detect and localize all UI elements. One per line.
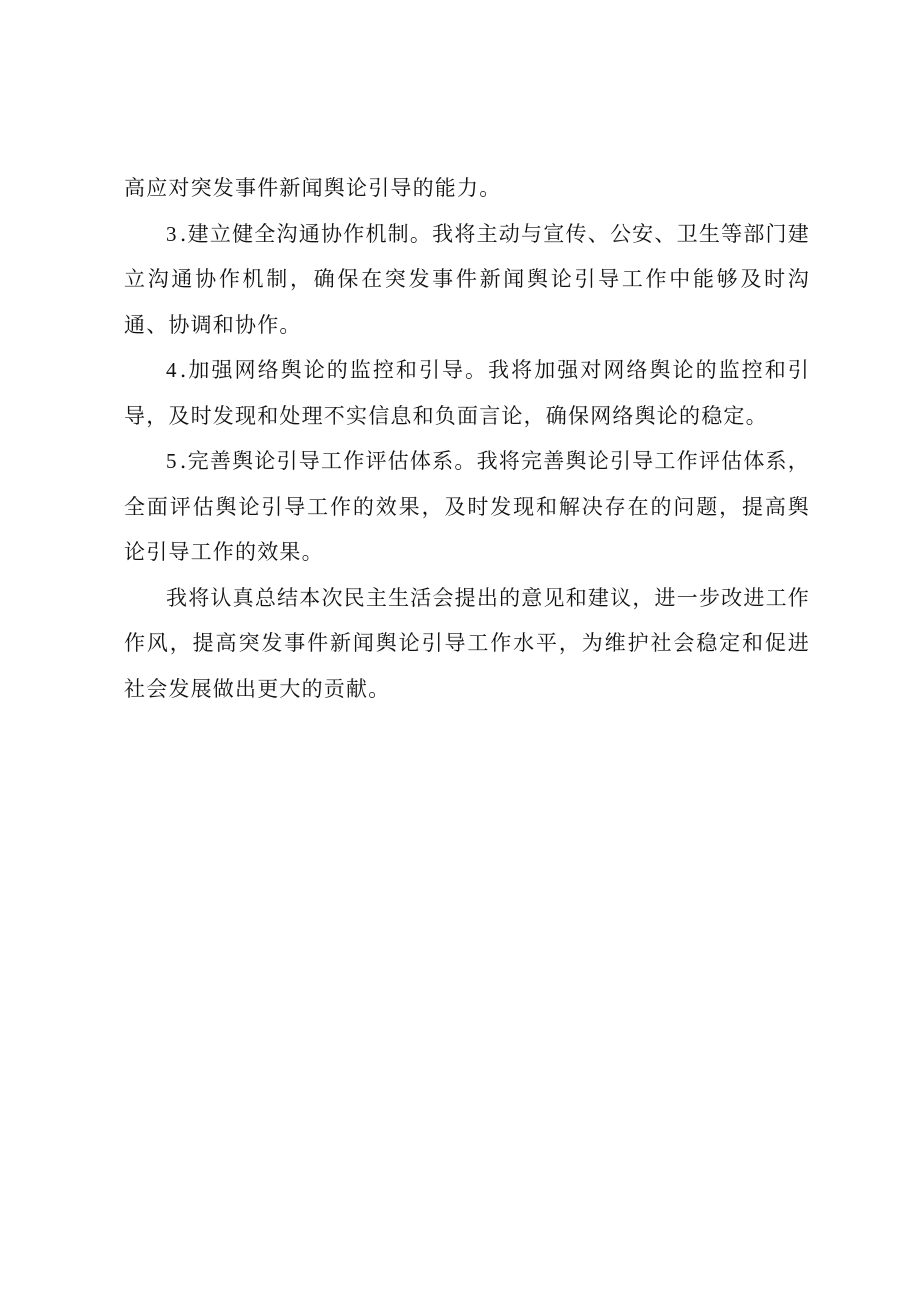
document-body xyxy=(124,166,810,712)
paragraph-continuation xyxy=(124,166,810,212)
paragraph-item-3 xyxy=(124,212,810,349)
paragraph-item-4 xyxy=(124,348,810,439)
paragraph-text: 高应对突发事件新闻舆论引导的能力。 xyxy=(124,176,502,200)
paragraph-number: 4 xyxy=(166,358,178,382)
paragraph-number: 3 xyxy=(166,221,178,246)
paragraph-item-5 xyxy=(124,439,810,576)
paragraph-text: 我将认真总结本次民主生活会提出的意见和建议，进一步改进工作作风，提高突发事件新闻舆论引导工作水平，为维护社会稳定和促进社会发展做出更大的贡献。 xyxy=(124,585,810,701)
paragraph-text: .完善舆论引导工作评估体系。我将完善舆论引导工作评估体系，全面评估舆论引导工作的效果，及时发现和解决存在的问题，提高舆论引导工作的效果。 xyxy=(124,449,810,564)
paragraph-number: 5 xyxy=(166,449,178,473)
paragraph-text: .建立健全沟通协作机制。我将主动与宣传、公安、卫生等部门建立沟通协作机制，确保在突发事件新闻舆论引导工作中能够及时沟通、协调和协作。 xyxy=(124,221,810,337)
paragraph-text: .加强网络舆论的监控和引导。我将加强对网络舆论的监控和引导，及时发现和处理不实信息和负面言论，确保网络舆论的稳定。 xyxy=(124,358,810,428)
paragraph-conclusion xyxy=(124,576,810,713)
